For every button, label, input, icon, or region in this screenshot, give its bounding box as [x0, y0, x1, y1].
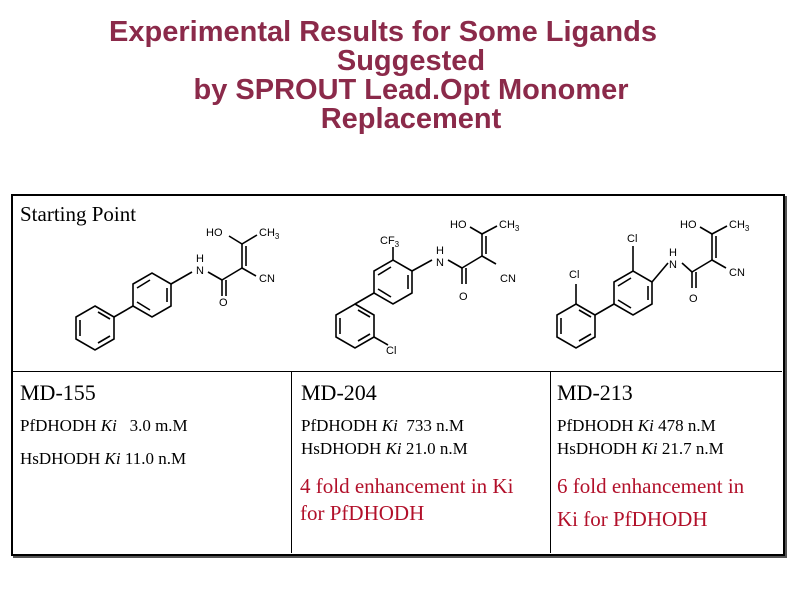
note-line: for PfDHODH [300, 501, 425, 525]
title-line-1: Experimental Results for Some Ligands [109, 16, 657, 48]
title-line-3: by SPROUT Lead.Opt Monomer [193, 74, 629, 106]
starting-point-label: Starting Point [20, 202, 137, 226]
ki-label: Ki [641, 439, 658, 458]
atom-n: N [436, 257, 444, 269]
atom-cn: CN [500, 273, 516, 285]
ki-label: Ki [100, 416, 117, 435]
pf-prefix: PfDHODH [301, 416, 382, 435]
note-line: 4 fold enhancement in Ki [300, 474, 514, 498]
atom-cn: CN [259, 273, 275, 285]
atom-o: O [459, 291, 468, 303]
structure-md204 [336, 219, 520, 357]
atom-o: O [219, 297, 228, 309]
hs-prefix: HsDHODH [301, 439, 386, 458]
atom-cl: Cl [569, 269, 580, 281]
structure-md213 [557, 219, 750, 348]
pf-prefix: PfDHODH [557, 416, 638, 435]
atom-n: N [196, 265, 204, 277]
ki-label: Ki [385, 439, 402, 458]
atom-ch3: $CH_3$ [259, 227, 280, 241]
atom-n: N [669, 259, 677, 271]
hs-value: 11.0 n.M [120, 449, 187, 468]
atom-o: O [689, 293, 698, 305]
hs-value: 21.0 n.M [401, 439, 468, 458]
atom-cf3: $CF_3$ [380, 235, 400, 249]
atom-cl: Cl [386, 345, 397, 357]
ki-label: Ki [104, 449, 121, 468]
compound-code: MD-204 [301, 380, 377, 405]
atom-h: H [669, 247, 677, 259]
note-line: Ki for PfDHODH [557, 507, 708, 531]
atom-ch3: $CH_3$ [729, 219, 750, 233]
atom-ch3: $CH_3$ [499, 219, 520, 233]
hs-value: 21.7 n.M [657, 439, 724, 458]
pf-value: 3.0 m.M [116, 416, 188, 435]
compound-code: MD-213 [557, 380, 633, 405]
pf-value: 733 n.M [397, 416, 464, 435]
title-line-4: Replacement [320, 103, 502, 135]
compound-code: MD-155 [20, 380, 96, 405]
atom-h: H [436, 245, 444, 257]
structure-md155 [76, 227, 280, 350]
atom-ho: HO [206, 227, 223, 239]
atom-h: H [196, 253, 204, 265]
note-line: 6 fold enhancement in [557, 474, 745, 498]
pf-prefix: PfDHODH [20, 416, 101, 435]
hs-prefix: HsDHODH [557, 439, 642, 458]
hs-prefix: HsDHODH [20, 449, 105, 468]
ki-label: Ki [381, 416, 398, 435]
ki-label: Ki [637, 416, 654, 435]
title-line-2: Suggested [336, 45, 486, 77]
atom-cl: Cl [627, 233, 638, 245]
atom-cn: CN [729, 267, 745, 279]
atom-ho: HO [680, 219, 697, 231]
pf-value: 478 n.M [653, 416, 716, 435]
atom-ho: HO [450, 219, 467, 231]
